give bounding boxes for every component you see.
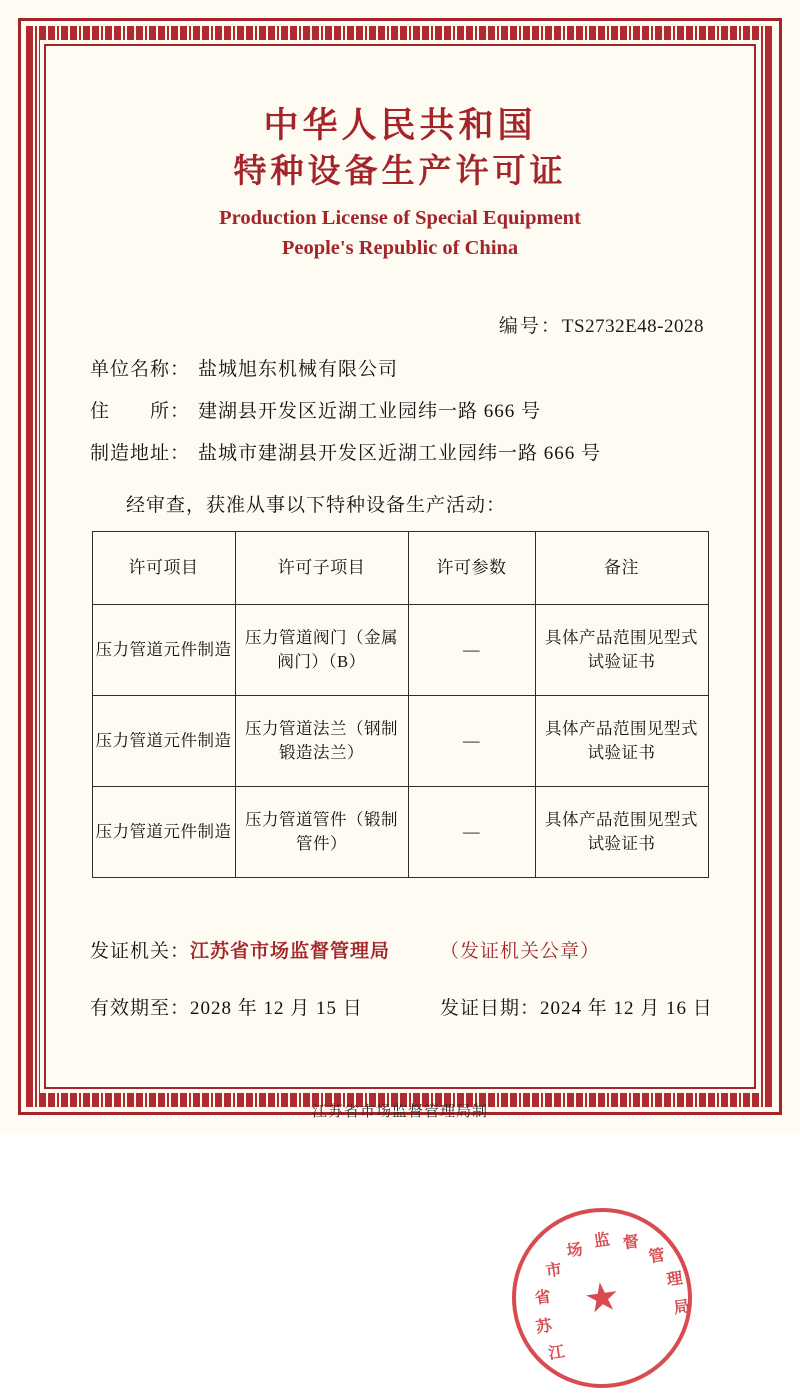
field-address-value: 建湖县开发区近湖工业园纬一路 666 号 — [198, 400, 542, 422]
cell-sub-item: 压力管道阀门（金属阀门）（B） — [235, 605, 408, 696]
field-company-name-label: 单位名称： — [90, 359, 191, 381]
seal-star-icon: ★ — [581, 1273, 623, 1323]
cell-parameter: — — [408, 696, 535, 787]
cell-remark: 具体产品范围见型式试验证书 — [535, 605, 708, 696]
validity-value: 2028 年 12 月 15 日 — [190, 998, 363, 1020]
issue-date-label: 发证日期： — [440, 998, 541, 1020]
table-row — [92, 605, 708, 696]
cell-sub-item: 压力管道管件（锻制管件） — [235, 787, 408, 878]
table-header-row — [92, 532, 708, 605]
title-english-line2: People's Republic of China — [281, 236, 519, 259]
seal-note: （发证机关公章） — [440, 941, 601, 963]
cell-remark: 具体产品范围见型式试验证书 — [535, 696, 708, 787]
table-row — [92, 696, 708, 787]
cell-item: 压力管道元件制造 — [92, 696, 235, 787]
title-english — [60, 204, 740, 263]
field-company-name-value: 盐城旭东机械有限公司 — [198, 359, 399, 381]
cell-remark: 具体产品范围见型式试验证书 — [535, 787, 708, 878]
validity-label: 有效期至： — [90, 998, 191, 1020]
field-manufacturing-address-value: 盐城市建湖县开发区近湖工业园纬一路 666 号 — [198, 442, 602, 464]
approval-statement: 经审查，获准从事以下特种设备生产活动： — [126, 495, 507, 517]
official-red-seal — [500, 1197, 703, 1400]
issue-date — [440, 993, 713, 1020]
field-company-name — [90, 358, 740, 383]
field-address — [90, 400, 740, 425]
title-english-line1: Production License of Special Equipment — [219, 206, 581, 229]
serial-number-value: TS2732E48-2028 — [561, 316, 704, 338]
title-chinese-line2: 特种设备生产许可证 — [233, 151, 567, 191]
table-row — [92, 787, 708, 878]
footer-issuer-note: 江苏省市场监督管理局制 — [311, 1104, 488, 1120]
cell-sub-item: 压力管道法兰（钢制锻造法兰） — [235, 696, 408, 787]
field-manufacturing-address-label: 制造地址： — [90, 442, 191, 464]
header-sub-item: 许可子项目 — [235, 532, 408, 605]
cell-item: 压力管道元件制造 — [92, 605, 235, 696]
serial-number — [60, 311, 740, 338]
title-chinese — [60, 102, 740, 194]
field-address-label: 住 所： — [90, 400, 191, 422]
cell-parameter: — — [408, 787, 535, 878]
seal-ring-text: 江 苏 省 市 场 监 督 管 理 局 — [533, 1231, 691, 1364]
dates-row — [90, 993, 740, 1020]
header-parameter: 许可参数 — [408, 532, 535, 605]
title-chinese-line1: 中华人民共和国 — [263, 105, 537, 146]
header-remark: 备注 — [535, 532, 708, 605]
cell-parameter: — — [408, 605, 535, 696]
info-block — [60, 358, 740, 466]
license-table-body — [92, 605, 708, 878]
field-manufacturing-address — [90, 442, 740, 467]
issuer-value: 江苏省市场监督管理局 — [190, 941, 391, 963]
issuer-label: 发证机关： — [90, 941, 191, 963]
header-item: 许可项目 — [92, 532, 235, 605]
issue-date-value: 2024 年 12 月 16 日 — [540, 998, 713, 1020]
license-scope-table — [92, 531, 709, 878]
cell-item: 压力管道元件制造 — [92, 787, 235, 878]
serial-number-label: 编号： — [498, 316, 562, 338]
issuer-row — [90, 936, 740, 963]
license-table-head — [92, 532, 708, 605]
